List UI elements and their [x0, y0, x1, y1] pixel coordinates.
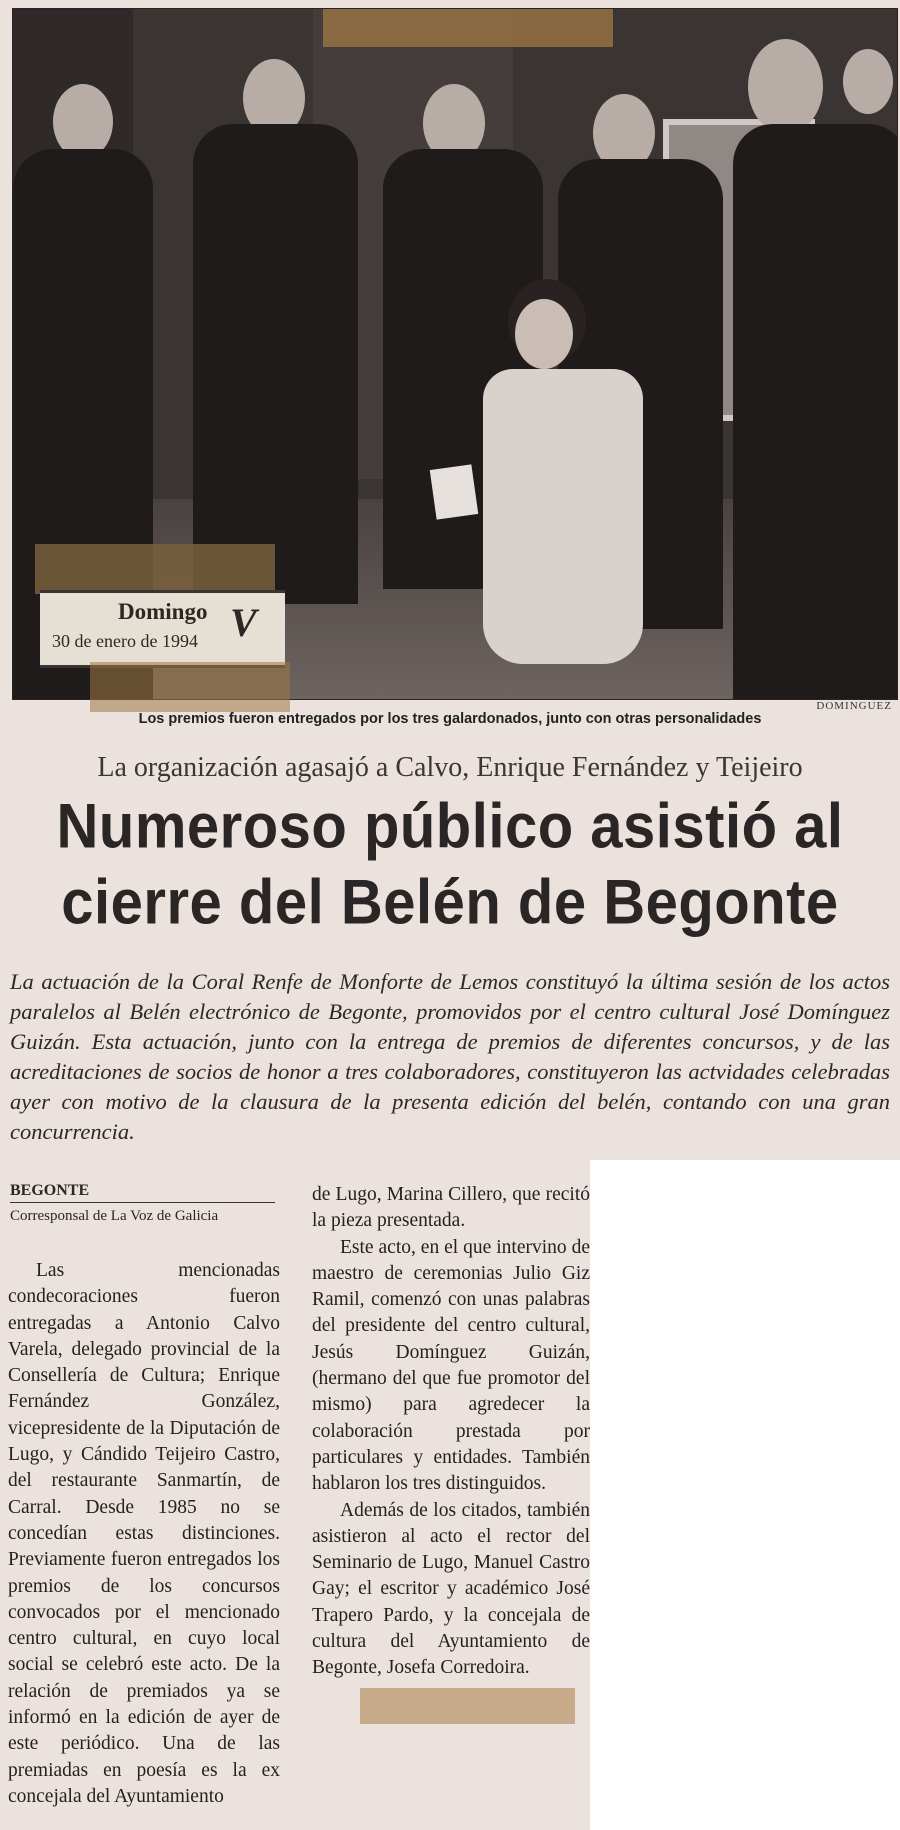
stamp-day: Domingo	[118, 599, 208, 624]
article-lead	[10, 967, 890, 1147]
body-paragraph: Las mencionadas condecoraciones fueron entregadas a Antonio Calvo Varela, delegado provincial de la Consellería de Cultura; Enrique Fernández González, vicepresidente de la Diputación de Lugo, y Cándido Teijeiro Castro, del restaurante Sanmartín, de Carral. Desde 1985 no se concedían estas distinciones. Previamente fueron entregados los premios de los concursos convocados por el mencionado centro cultural, en cuyo local social se celebró este acto. De la relación de premiados ya se informó en la edición de ayer de este periódico. Una de las premiadas en poesía es la ex concejala del Ayuntamiento	[8, 1260, 280, 1807]
article-column-1	[8, 1258, 280, 1810]
headline-line: Numeroso público asistió al	[56, 791, 844, 862]
tape-strip	[360, 1688, 575, 1724]
photo-caption: Los premios fueron entregados por los tres galardonados, junto con otras personalidades	[138, 711, 762, 727]
article-kicker: La organización agasajó a Calvo, Enrique Fernández y Teijeiro	[97, 752, 803, 783]
tape-strip	[90, 662, 290, 712]
headline-line: cierre del Belén de Begonte	[61, 867, 839, 938]
body-paragraph: Además de los citados, también asistieron al acto el rector del Seminario de Lugo, Manuel Castro Gay; el escritor y académico José Trapero Pardo, y la concejala de cultura del Ayuntamiento de Begonte, Josefa Corredoira.	[312, 1499, 590, 1679]
newspaper-logo: V	[230, 600, 257, 645]
tape-strip	[323, 9, 613, 47]
article-location: BEGONTE	[10, 1182, 275, 1203]
body-paragraph: de Lugo, Marina Cillero, que recitó la pieza presentada.	[312, 1184, 590, 1232]
article-correspondent: Corresponsal de La Voz de Galicia	[10, 1208, 219, 1224]
tape-strip	[35, 544, 275, 594]
article-column-2	[312, 1182, 590, 1682]
stamp-date: 30 de enero de 1994	[52, 631, 198, 651]
article-headline	[0, 789, 900, 940]
date-stamp	[40, 590, 285, 668]
body-paragraph: Este acto, en el que intervino de maestro de ceremonias Julio Giz Ramil, comenzó con unas palabras del presidente del centro cultural, Jesús Domínguez Guizán, (hermano del que fue promotor del mismo) para agredecer la colaboración prestada por particulares y entidades. También hablaron los tres distinguidos.	[312, 1236, 590, 1495]
photo-credit: DOMINGUEZ	[816, 700, 892, 712]
lead-text: La actuación de la Coral Renfe de Monforte de Lemos constituyó la última sesión de los actos paralelos al Belén electrónico de Begonte, promovidos por el centro cultural José Domínguez Guizán. Esta actuación, junto con la entrega de premios de diferentes concursos, y de las acreditaciones de socios de honor a tres colaboradores, constituyeron las actvidades celebradas ayer con motivo de la clausura de la presenta edición del belén, contando con una gran concurrencia.	[10, 969, 890, 1144]
